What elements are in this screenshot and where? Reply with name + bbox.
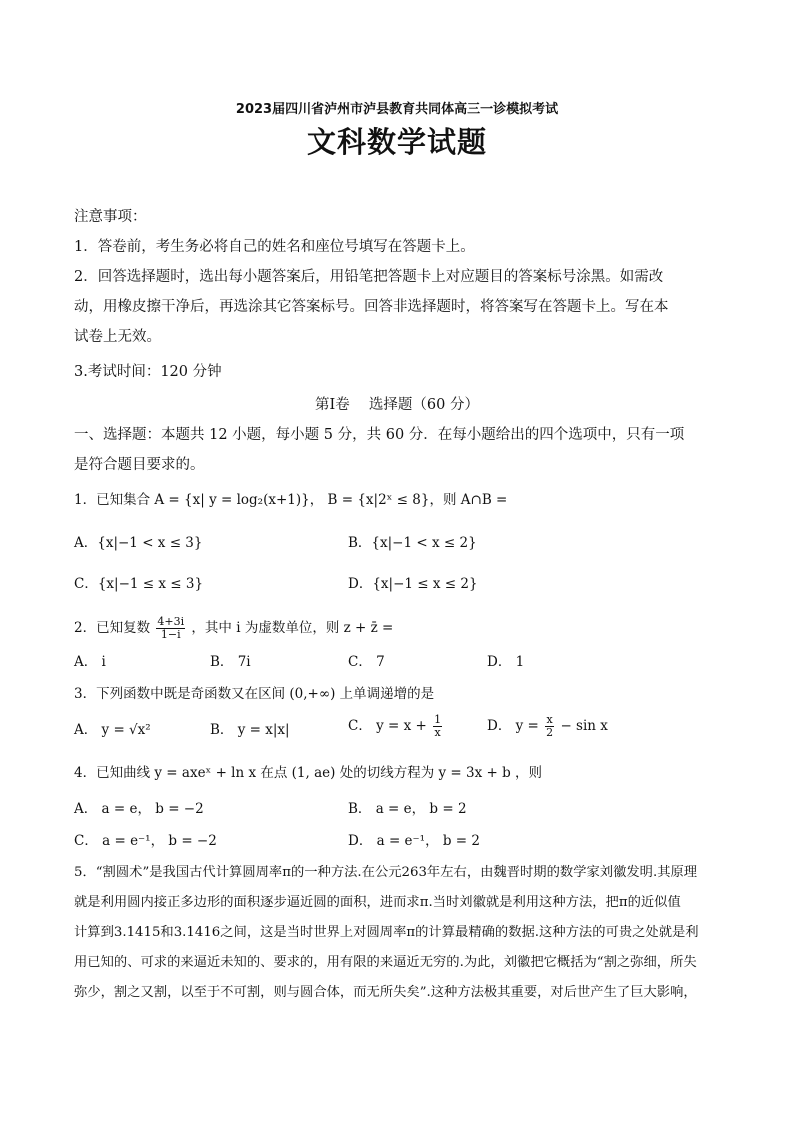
question-1-option-a: A．{x|−1 < x ≤ 3} bbox=[74, 535, 203, 551]
question-2-option-d: D． 1 bbox=[487, 654, 525, 670]
notice-item-1: 1．答卷前，考生务必将自己的姓名和座位号填写在答题卡上。 bbox=[74, 239, 475, 255]
notice-heading: 注意事项： bbox=[74, 209, 147, 225]
question-2-fraction-denominator: 1−i bbox=[160, 628, 181, 641]
notice-item-2-line-2: 动，用橡皮擦干净后，再选涂其它答案标号。回答非选择题时，将答案写在答题卡上。写在本 bbox=[74, 299, 669, 315]
section-instructions-line-1: 一、选择题：本题共 12 小题，每小题 5 分，共 60 分．在每小题给出的四个选项中，只有一项 bbox=[74, 427, 685, 443]
question-4-option-d: D． a = e⁻¹， b = 2 bbox=[348, 833, 481, 849]
question-3-option-c-denominator: x bbox=[434, 726, 441, 739]
exam-name: 2023届四川省泸州市泸县教育共同体高三一诊模拟考试 bbox=[235, 102, 559, 117]
question-5-line-5: 弥少，割之又割，以至于不可割，则与圆合体，而无所失矣”.这种方法极其重要，对后世产生了巨大影响， bbox=[74, 985, 697, 1000]
question-3-option-a: A． y = √x² bbox=[74, 722, 151, 738]
question-4-option-b: B． a = e， b = 2 bbox=[348, 801, 467, 817]
question-1-option-d: D．{x|−1 ≤ x ≤ 2} bbox=[348, 576, 478, 592]
page-title: 文科数学试题 bbox=[306, 125, 487, 159]
question-2-fraction-numerator: 4+3i bbox=[157, 615, 185, 628]
question-1-option-b: B．{x|−1 < x ≤ 2} bbox=[348, 535, 477, 551]
question-3-option-d-prefix: D． y = bbox=[487, 718, 539, 734]
notice-item-2-line-1: 2．回答选择题时，选出每小题答案后，用铅笔把答题卡上对应题目的答案标号涂黑。如需改 bbox=[74, 269, 664, 285]
question-4-option-a: A． a = e， b = −2 bbox=[74, 801, 204, 817]
question-3-stem: 3．下列函数中既是奇函数又在区间 (0,+∞) 上单调递增的是 bbox=[74, 686, 435, 702]
question-1-option-c: C．{x|−1 ≤ x ≤ 3} bbox=[74, 576, 204, 592]
question-3-option-d-numerator: x bbox=[546, 713, 553, 726]
question-3-option-c-fraction bbox=[433, 714, 442, 739]
question-2-option-b: B． 7i bbox=[210, 654, 251, 670]
question-2-option-c: C． 7 bbox=[348, 654, 385, 670]
question-3-option-d bbox=[487, 714, 608, 739]
question-2-fraction bbox=[156, 616, 185, 641]
question-3-option-d-suffix: − sin x bbox=[560, 718, 608, 734]
question-2-stem bbox=[74, 616, 393, 641]
question-2-option-a: A． i bbox=[74, 654, 106, 670]
question-5-line-3: 计算到3.1415和3.1416之间，这是当时世界上对圆周率π的计算最精确的数据.这种方法的可贵之处就是利 bbox=[74, 925, 699, 940]
question-3-option-d-fraction bbox=[545, 714, 554, 739]
question-3-option-b: B． y = x|x| bbox=[210, 722, 290, 738]
volume-heading: 第Ⅰ卷 选择题（60 分） bbox=[315, 397, 479, 413]
question-5-line-2: 就是利用圆内接正多边形的面积逐步逼近圆的面积，进而求π.当时刘徽就是利用这种方法，把π的近似值 bbox=[74, 895, 681, 910]
question-4-option-c: C． a = e⁻¹， b = −2 bbox=[74, 833, 217, 849]
question-2-stem-prefix: 2．已知复数 bbox=[74, 620, 151, 636]
notice-item-3: 3.考试时间：120 分钟 bbox=[74, 364, 222, 380]
question-5-line-1: 5．“割圆术”是我国古代计算圆周率π的一种方法.在公元263年左右，由魏晋时期的数学家刘徽发明.其原理 bbox=[74, 865, 698, 880]
question-3-option-c bbox=[348, 714, 444, 739]
question-3-option-d-denominator: 2 bbox=[546, 726, 554, 739]
question-3-option-c-numerator: 1 bbox=[434, 713, 442, 726]
section-instructions-line-2: 是符合题目要求的。 bbox=[74, 457, 205, 473]
question-5-line-4: 用已知的、可求的来逼近未知的、要求的，用有限的来逼近无穷的.为此，刘徽把它概括为“割之弥细，所失 bbox=[74, 955, 697, 970]
question-2-stem-suffix: ，其中 i 为虚数单位，则 z + z̄ = bbox=[191, 620, 394, 636]
question-3-option-c-prefix: C． y = x + bbox=[348, 718, 427, 734]
question-4-stem: 4．已知曲线 y = axeˣ + ln x 在点 (1, ae) 处的切线方程为 y = 3x + b ，则 bbox=[74, 765, 543, 781]
question-1-stem: 1．已知集合 A = {x| y = log₂(x+1)}， B = {x|2ˣ ≤ 8}，则 A∩B = bbox=[74, 492, 508, 508]
notice-item-2-line-3: 试卷上无效。 bbox=[74, 329, 161, 345]
